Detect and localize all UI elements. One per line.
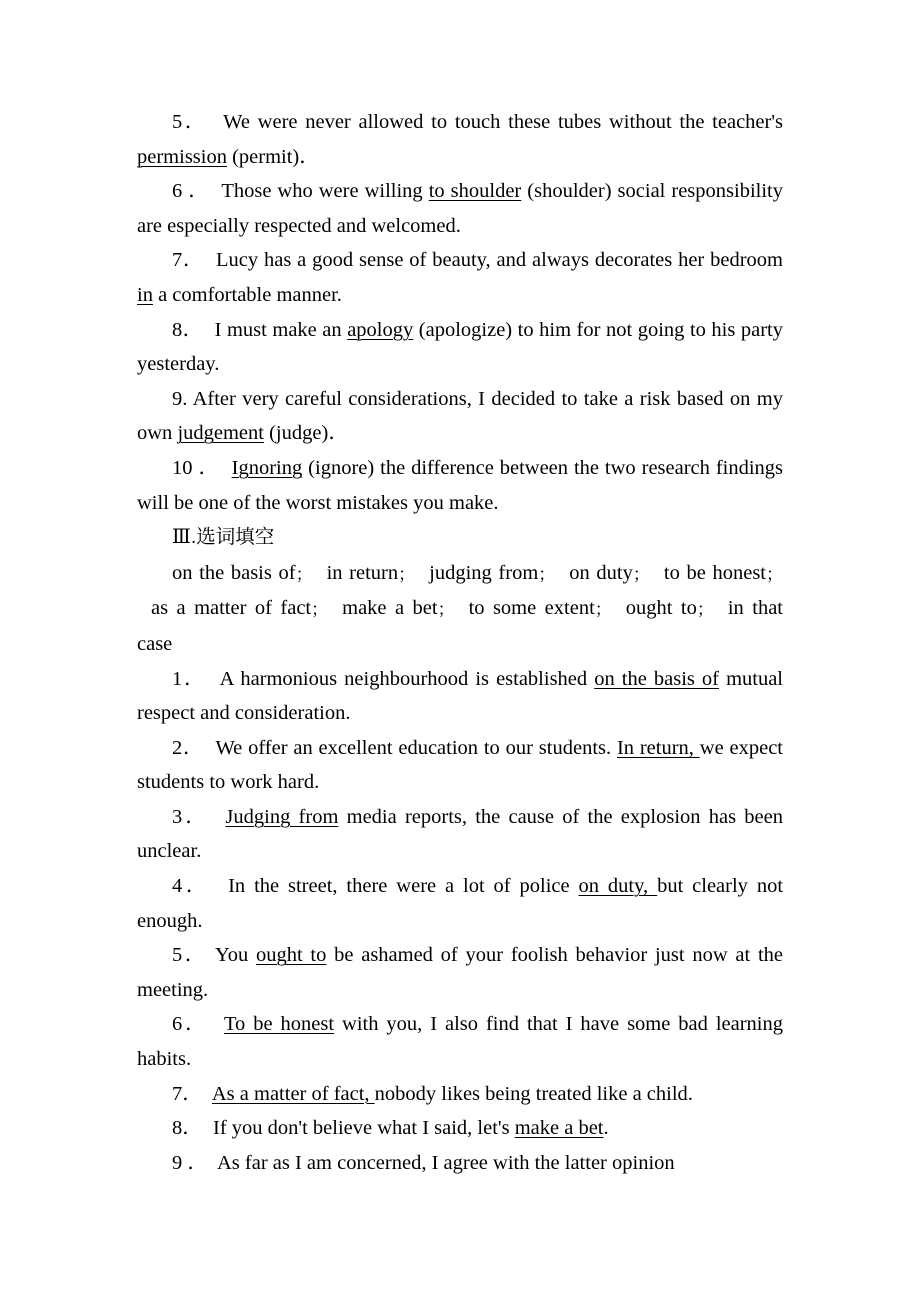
word-bank-entry-6: as a matter of fact [151, 597, 312, 620]
item-text: Judging from media reports, the cause of the explosion has been unclear. [137, 805, 783, 863]
cloze-item-9 [137, 1146, 783, 1181]
item-number: 3． [172, 805, 209, 828]
word-bank-entry-7: make a bet [342, 597, 438, 620]
word-bank-entry-9: ought to [625, 597, 697, 620]
item-number: 2． [172, 736, 205, 759]
item-number: 9. [172, 387, 188, 410]
word-bank-entry-8: to some extent [468, 597, 595, 620]
item-text: In the street, there were a lot of police on duty, but clearly not enough. [137, 875, 784, 932]
exercise-item-6 [137, 174, 783, 243]
word-bank-entry-5: to be honest [663, 561, 766, 584]
answer-blank-to-shoulder: to shoulder [428, 180, 522, 203]
answer-blank-permission: permission [137, 145, 227, 168]
item-number: 5． [172, 111, 208, 133]
answer-blank-judging-from: Judging from [225, 805, 339, 828]
word-bank-separator: ； [538, 564, 556, 585]
item-number: 8． [172, 1117, 203, 1140]
answer-blank-ought-to: ought to [255, 944, 327, 967]
word-bank-separator: ； [437, 600, 455, 621]
word-bank-entry-4: on duty [569, 561, 633, 584]
exercise-item-7 [137, 243, 783, 312]
item-number: 7． [172, 249, 205, 272]
section-heading-title: 选词填空 [196, 526, 275, 549]
item-number: 9 ． [172, 1151, 208, 1174]
item-text: If you don't believe what I said, let's make a bet. [202, 1117, 609, 1140]
item-text: Those who were willing to shoulder (shoulder) social responsibility are especially respected and welcomed. [137, 180, 783, 237]
item-text: We were never allowed to touch these tubes without the teacher's permission (permit)． [137, 111, 784, 168]
cloze-item-1 [137, 662, 783, 731]
document-text-body [137, 105, 783, 1180]
item-text: After very careful considerations, I decided to take a risk based on my own judgement (judge)． [137, 387, 783, 445]
exercise-item-5 [137, 105, 783, 174]
word-bank-entry-10: in that case [137, 597, 783, 655]
item-number: 1． [172, 667, 207, 690]
cloze-item-5 [137, 938, 783, 1007]
word-bank-entry-2: in return [326, 561, 399, 584]
cloze-item-3 [137, 800, 783, 869]
item-text: I must make an apology (apologize) to him for not going to his party yesterday. [137, 318, 783, 376]
answer-blank-in: in [137, 283, 153, 306]
item-text: To be honest with you, I also find that I have some bad learning habits. [137, 1013, 783, 1071]
cloze-item-2 [137, 731, 783, 800]
answer-blank-ignoring: Ignoring [231, 456, 303, 479]
exercise-item-9 [137, 382, 783, 451]
answer-blank-in-return: In return, [616, 736, 700, 759]
exercise-item-10 [137, 451, 783, 520]
item-text: A harmonious neighbourhood is established on the basis of mutual respect and consideration. [137, 667, 784, 725]
cloze-item-6 [137, 1007, 783, 1076]
answer-blank-to-be-honest: To be honest [223, 1013, 335, 1036]
answer-blank-on-duty: on duty, [578, 875, 658, 898]
answer-blank-on-the-basis-of: on the basis of [594, 667, 720, 690]
cloze-item-7 [137, 1077, 783, 1112]
section-heading-3 [137, 520, 783, 556]
item-text: As far as I am concerned, I agree with the latter opinion [207, 1151, 706, 1174]
word-bank-separator: ； [295, 564, 313, 585]
word-bank-separator: ； [311, 600, 329, 621]
item-text: As a matter of fact, nobody likes being treated like a child. [211, 1082, 693, 1105]
answer-blank-as-a-matter-of-fact: As a matter of fact, [211, 1082, 375, 1105]
answer-blank-judgement: judgement [177, 422, 264, 445]
item-text: You ought to be ashamed of your foolish behavior just now at the meeting. [137, 944, 783, 1001]
section-heading-separator: . [190, 526, 197, 549]
item-number: 8． [172, 318, 204, 341]
section-roman-numeral: Ⅲ [172, 527, 191, 549]
word-bank-separator: ； [632, 564, 650, 585]
item-number: 4． [172, 875, 211, 898]
word-bank-entry-1: on the basis of [172, 561, 296, 584]
word-bank-separator: ； [696, 600, 714, 621]
cloze-item-4 [137, 869, 783, 938]
item-text: Lucy has a good sense of beauty, and always decorates her bedroom in a comfortable manner. [137, 249, 784, 306]
item-number: 6 ． [172, 180, 210, 203]
item-number: 5． [172, 944, 208, 967]
item-number: 6． [172, 1013, 209, 1036]
word-bank-separator: ； [594, 600, 612, 621]
word-bank [137, 556, 783, 662]
word-bank-entry-3: judging from [429, 561, 539, 584]
answer-blank-make-a-bet: make a bet [514, 1117, 604, 1140]
word-bank-separator: ； [766, 564, 783, 585]
answer-blank-apology: apology [347, 318, 414, 341]
exercise-item-8 [137, 313, 783, 382]
cloze-item-8 [137, 1111, 783, 1146]
item-number: 10 ． [172, 456, 220, 479]
item-text: We offer an excellent education to our students. In return, we expect students to work hard. [137, 736, 783, 794]
word-bank-separator: ； [398, 564, 416, 585]
item-text: Ignoring (ignore) the difference between the two research findings will be one of the worst mistakes you make. [137, 456, 784, 514]
item-number: 7． [172, 1082, 203, 1105]
